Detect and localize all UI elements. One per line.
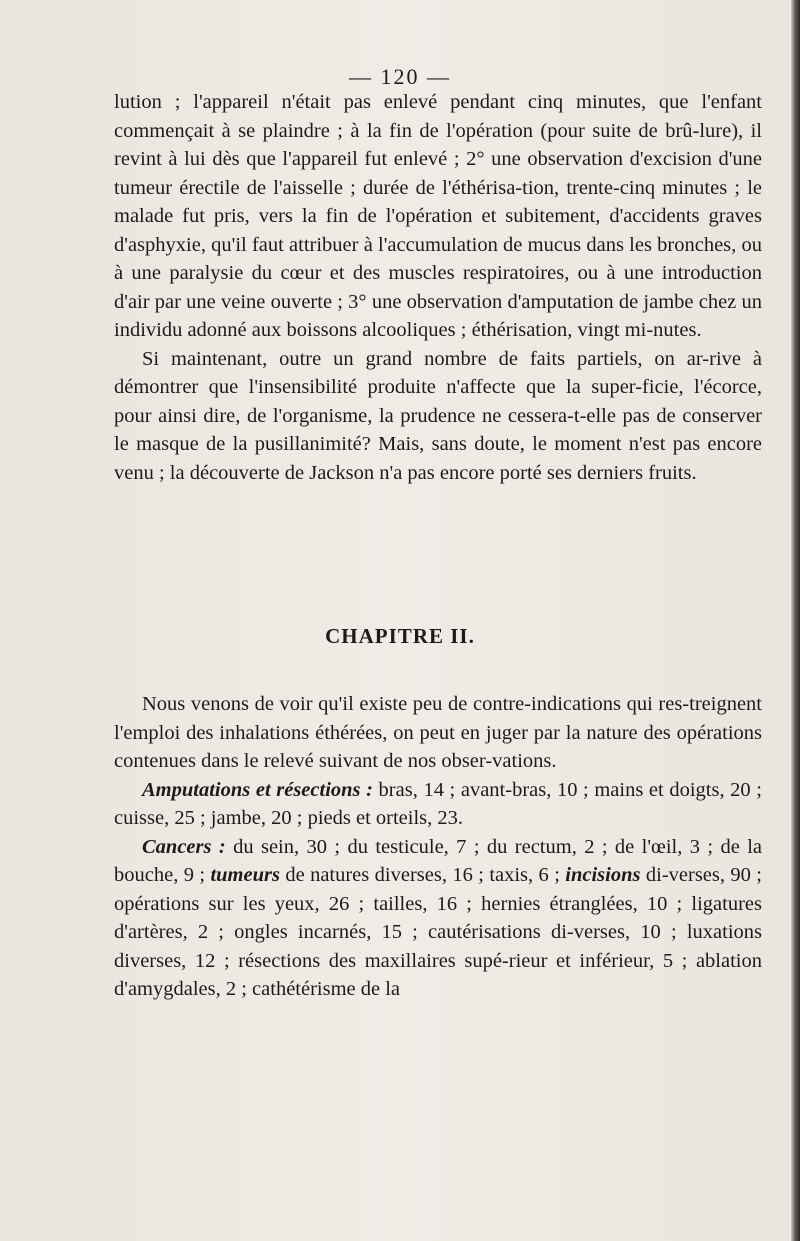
incisions-label: incisions (565, 864, 641, 886)
incisions-text: di-verses, 90 ; opérations sur les yeux, 26 ; tailles, 16 ; hernies étranglées, 10 ; ligatures d'artères, 2 ; ongles incarnés, 15 ; cautérisations di-verses, 10 ; luxations diverses, 12 ; résections des maxillaires supé-rieur et inférieur, 5 ; ablation d'amygdales, 2 ; cathétérisme de la (114, 864, 762, 1000)
amputations-label: Amputations et résections : (142, 778, 373, 801)
paragraph-conclusion: Si maintenant, outre un grand nombre de faits partiels, on ar-rive à démontrer que l'insensibilité produite n'affecte que la super-ficie, l'écorce, pour ainsi dire, de l'organisme, la prudence ne cessera-t-elle pas de conserver le masque de la pusillanimité? Mais, sans doute, le moment n'est pas encore venu ; la découverte de Jackson n'a pas encore porté ses derniers fruits. (114, 347, 762, 484)
amputations-text: bras, 14 ; avant-bras, 10 ; mains et doigts, 20 ; cuisse, 25 ; jambe, 20 ; pieds et orteils, 23. (114, 778, 762, 829)
lower-text-block (114, 690, 762, 1004)
paragraph-amputations (114, 776, 762, 833)
paragraph-continuation: lution ; l'appareil n'était pas enlevé pendant cinq minutes, que l'enfant commençait à se plaindre ; à la fin de l'opération (pour suite de brû-lure), il revint à lui dès que l'appareil fut enlevé ; 2° une observation d'excision d'une tumeur érectile de l'aisselle ; durée de l'éthérisa-tion, trente-cinq minutes ; le malade fut pris, vers la fin de l'opération et subitement, d'accidents graves d'asphyxie, qu'il faut attribuer à l'accumulation de mucus dans les bronches, ou à une paralysie du cœur et des muscles respiratoires, ou à une introduction d'air par une veine ouverte ; 3° une observation d'amputation de jambe chez un individu adonné aux boissons alcooliques ; éthérisation, vingt mi-nutes. (114, 91, 762, 341)
paragraph-cancers (114, 833, 762, 1004)
cancers-text: du sein, 30 ; du testicule, 7 ; du rectum, 2 ; de l'œil, 3 ; de la bouche, 9 ; (114, 835, 762, 886)
page-edge-shadow (791, 0, 800, 1241)
chapter-heading: CHAPITRE II. (325, 624, 475, 648)
paragraph-intro: Nous venons de voir qu'il existe peu de contre-indications qui res-treignent l'emploi des inhalations éthérées, on peut en juger par la nature des opérations contenues dans le relevé suivant de nos obser-vations. (114, 693, 762, 772)
tumeurs-label: tumeurs (210, 864, 280, 886)
upper-text-block (114, 88, 762, 487)
page-number: — 120 — (349, 64, 451, 89)
cancers-label: Cancers : (142, 835, 226, 858)
tumeurs-text: de natures diverses, 16 ; taxis, 6 ; (279, 864, 566, 886)
